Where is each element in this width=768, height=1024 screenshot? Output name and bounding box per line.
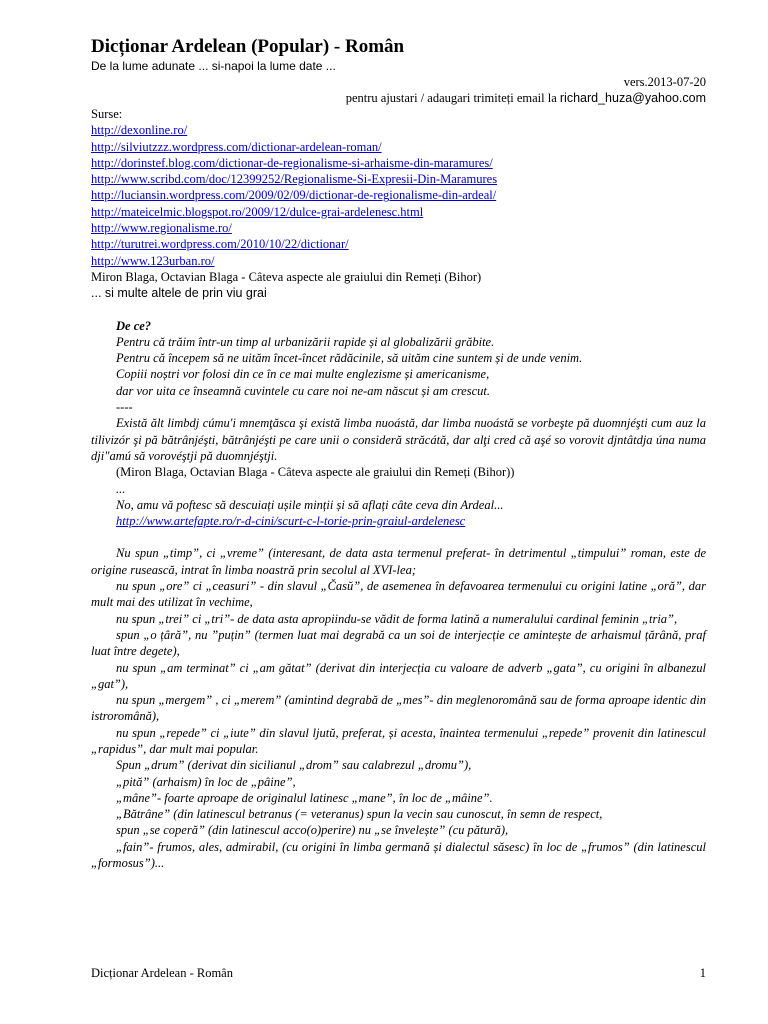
examples-section bbox=[91, 545, 706, 871]
invite-line: No, amu vă poftesc să descuiați ușile minții și să aflați câte ceva din Ardeal... bbox=[116, 497, 504, 512]
article-link[interactable]: http://www.artefapte.ro/r-d-cini/scurt-c-l-torie-prin-graiul-ardelenesc bbox=[116, 514, 466, 529]
example-paragraph: spun „se coperă” (din latinescul acco(o)perire) nu „se învelește” (cu pătură), bbox=[116, 823, 509, 838]
citation: (Miron Blaga, Octavian Blaga - Câteva aspecte ale graiului din Remeți (Bihor)) bbox=[116, 465, 515, 480]
sources-more: ... si multe altele de prin viu grai bbox=[91, 286, 267, 301]
example-paragraph: „pită” (arhaism) în loc de „pâine”, bbox=[116, 774, 296, 789]
example-paragraph: spun „o țâră”, nu ”puțin” (termen luat mai degrabă ca un soi de interjecție ce amintește de arhaismul țărână, praf luat între degete), bbox=[91, 627, 706, 659]
source-link[interactable]: http://www.123urban.ro/ bbox=[91, 253, 215, 268]
source-link[interactable]: http://luciansin.wordpress.com/2009/02/09/dictionar-de-regionalisme-din-ardeal/ bbox=[91, 188, 497, 203]
why-line: Pentru că începem să ne uităm încet-încet rădăcinile, să uităm cine suntem și de unde venim. bbox=[116, 351, 583, 366]
example-paragraph: „fain”- frumos, ales, admirabil, (cu origini în limba germană și dialectul săsesc) în loc de „frumos” (din latinescul „formosus”)... bbox=[91, 839, 706, 871]
document-title: Dicționar Ardelean (Popular) - Român bbox=[91, 36, 405, 57]
version-line: vers.2013-07-20 bbox=[623, 75, 706, 89]
document-subtitle: De la lume adunate ... si-napoi la lume date ... bbox=[91, 59, 336, 73]
why-line: Copiii noștri vor folosi din ce în ce mai multe englezisme și americanisme, bbox=[116, 367, 490, 382]
example-paragraph: Spun „drum” (derivat din sicilianul „drom” sau calabrezul „dromu”), bbox=[116, 758, 472, 773]
source-link[interactable]: http://www.scribd.com/doc/12399252/Regionalisme-Si-Expresii-Din-Maramures bbox=[91, 172, 498, 187]
sources-list bbox=[91, 122, 706, 269]
source-book: Miron Blaga, Octavian Blaga - Câteva aspecte ale graiului din Remeți (Bihor) bbox=[91, 269, 482, 284]
contact-line bbox=[91, 90, 706, 106]
why-heading: De ce? bbox=[116, 318, 152, 333]
example-paragraph: nu spun „am terminat” ci „am gătat” (derivat din interjecția cu valoare de adverb „gata”, cu origini în albanezul „gat”), bbox=[91, 660, 706, 691]
why-section bbox=[91, 318, 706, 416]
source-link[interactable]: http://dexonline.ro/ bbox=[91, 123, 188, 138]
example-paragraph: nu spun „repede” ci „iute” din slavul ljutŭ, preferat, și acesta, înaintea termenului „repede” provenit din latinescul „rapidus”, dar mult mai popular. bbox=[91, 725, 706, 756]
dialect-paragraph: Există ălt limbdj cúmu'i mnemţăsca şi există limba nuoástă, dar limba nuoástă se vorbeşte pă duomnjéşti cum auz la tilivizór şi pă bătrânjéşti, bătrânjéşti pe care unii o consideră străcátă, dar alţi cred că aşé so vorovit djntâtdja úna numa dji"amú să vorovéştji pă duomnjéştji. bbox=[91, 416, 706, 463]
source-link[interactable]: http://dorinstef.blog.com/dictionar-de-regionalisme-si-arhaisme-din-maramures/ bbox=[91, 155, 493, 170]
sources-label: Surse: bbox=[91, 107, 123, 121]
source-link[interactable]: http://www.regionalisme.ro/ bbox=[91, 221, 232, 236]
why-line: Pentru că trăim într-un timp al urbanizării rapide și al globalizării grăbite. bbox=[116, 334, 495, 349]
example-paragraph: nu spun „ore” ci „ceasuri” - din slavul „Časŭ”, de asemenea în defavoarea termenului cu origini latine „oră”, dar mult mai des utilizat în vechime, bbox=[91, 579, 706, 610]
example-paragraph: Nu spun „timp”, ci „vreme” (interesant, de data asta termenul preferat- în detrimentul „timpului” roman, este de origine rusească, intrat în limba noastră prin secolul al XVI-lea; bbox=[91, 546, 706, 577]
source-link[interactable]: http://turutrei.wordpress.com/2010/10/22/dictionar/ bbox=[91, 237, 349, 252]
source-link[interactable]: http://silviutzzz.wordpress.com/dictionar-ardelean-roman/ bbox=[91, 139, 382, 154]
page-footer bbox=[91, 965, 706, 981]
contact-prefix: pentru ajustari / adaugari trimiteți email la bbox=[345, 91, 560, 105]
example-paragraph: „mâne”- foarte aproape de originalul latinesc „mane”, în loc de „mâine”. bbox=[116, 790, 493, 805]
example-paragraph: nu spun „trei” ci „tri”- de data asta apropiindu-se vădit de forma latină a numeralului cardinal feminin „tria”, bbox=[116, 611, 678, 626]
page-number: 1 bbox=[699, 966, 706, 980]
footer-title: Dicționar Ardelean - Român bbox=[91, 966, 233, 980]
example-paragraph: nu spun „mergem” , ci „merem” (amintind degrabă de „mes”- din meglenoromână sau de forma aproape identic din istroromână), bbox=[91, 693, 706, 724]
document-page bbox=[91, 36, 706, 871]
why-line: dar vor uita ce înseamnă cuvintele cu care noi ne-am născut și am crescut. bbox=[116, 383, 490, 398]
contact-email[interactable]: richard_huza@yahoo.com bbox=[559, 91, 706, 105]
source-link[interactable]: http://mateicelmic.blogspot.ro/2009/12/dulce-grai-ardelenesc.html bbox=[91, 204, 424, 219]
example-paragraph: „Bătrâne” (din latinescul betranus (= veteranus) spun la vecin sau cunoscut, în semn de respect, bbox=[116, 807, 603, 822]
separator: ---- bbox=[116, 400, 133, 415]
ellipsis: ... bbox=[116, 481, 126, 496]
